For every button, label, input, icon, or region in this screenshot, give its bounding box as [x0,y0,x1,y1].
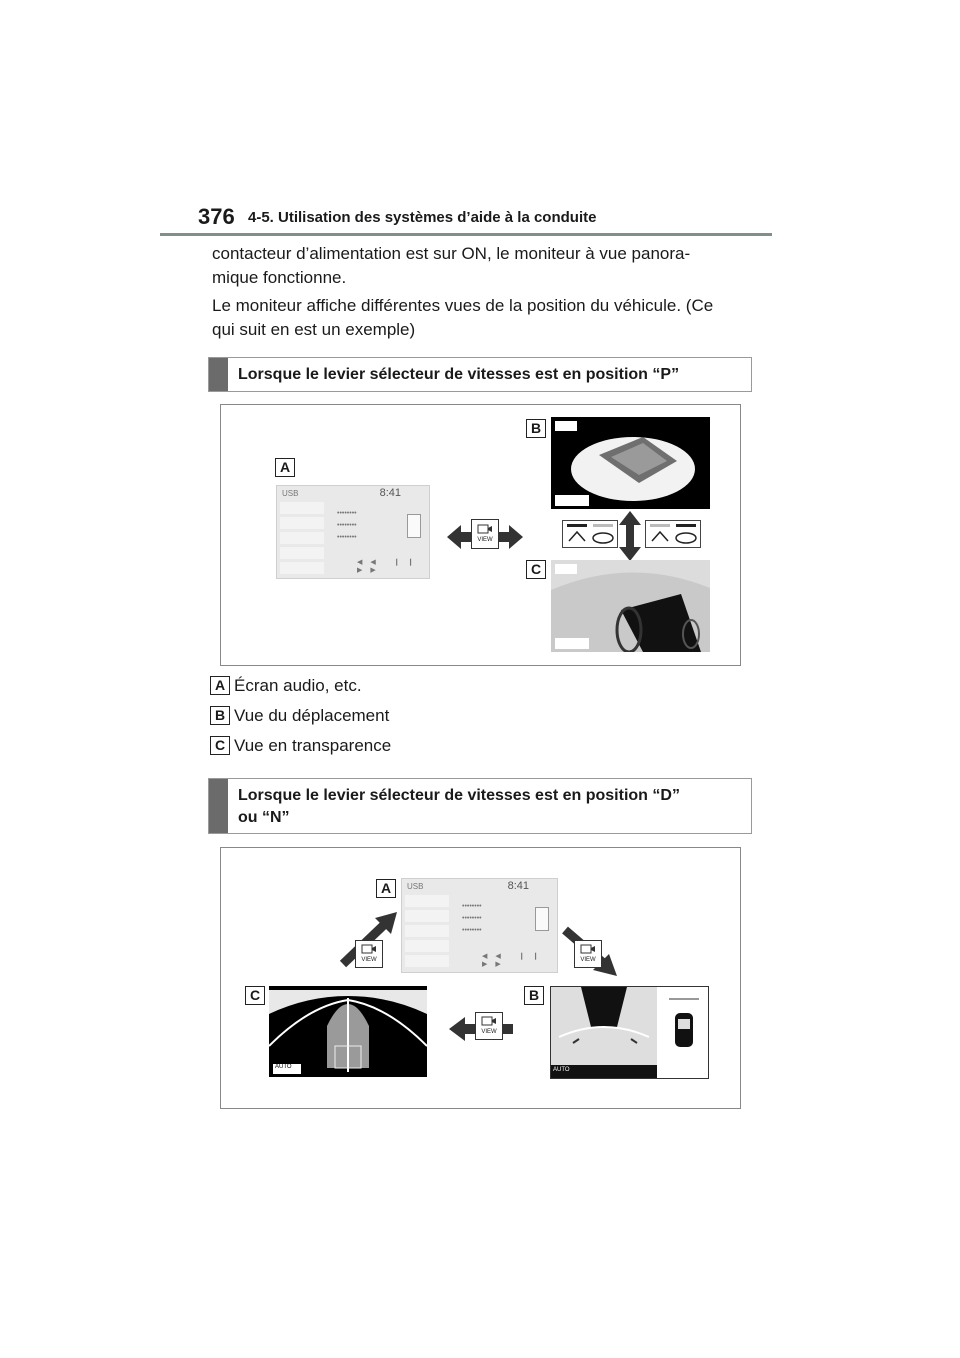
camera-icon [477,523,493,535]
clock-display: 8:41 [507,880,529,892]
figure-dn-position [220,847,741,1109]
view-mode-icon [646,521,700,547]
clock-display: 8:41 [379,487,401,499]
view-button[interactable] [355,940,383,968]
page-number: 376 [198,204,235,229]
vertical-switch-arrow-icon [619,511,641,561]
view-button-label: VIEW [580,957,596,963]
camera-icon [361,943,377,955]
label-b: B [524,986,544,1005]
label-c: C [526,560,546,579]
view-mode-toggle-right[interactable] [645,520,701,548]
audio-screen [401,878,558,973]
playback-controls: ◀◀ ❙❙ ▶▶ [482,953,547,968]
section-title: 4-5. Utilisation des systèmes d’aide à la conduite [248,209,597,226]
playback-controls: ◀◀ ❙❙ ▶▶ [357,559,422,574]
audio-track-info: •••••••• •••••••• •••••••• [462,903,482,934]
view-button-label: VIEW [481,1029,497,1035]
section-header-dn-line-1: Lorsque le levier sélecteur de vitesses est en position “D” [238,787,680,804]
header-rule [160,233,772,236]
see-through-view-image [269,986,427,1077]
legend-text-b: Vue du déplacement [234,706,390,725]
view-button[interactable] [471,519,499,549]
legend-label-c: C [210,736,230,755]
section-header-p-title: Lorsque le levier sélecteur de vitesses est en position “P” [238,366,680,383]
audio-screen [276,485,430,579]
view-button-label: VIEW [477,537,493,543]
intro-paragraph-1 [212,242,752,290]
audio-menu [280,502,324,562]
camera-icon [481,1015,497,1027]
camera-icon [580,943,596,955]
legend-text-c: Vue en transparence [234,736,392,755]
moving-view-screen [551,417,710,509]
audio-track-info: •••••••• •••••••• •••••••• [337,510,357,541]
auto-button-label[interactable]: AUTO [553,1067,570,1073]
legend-label-a: A [210,676,230,695]
usb-label: USB [282,489,299,498]
moving-view-image [551,417,710,509]
label-a: A [275,458,295,477]
view-mode-toggle-left[interactable] [562,520,618,548]
auto-button-label[interactable]: AUTO [275,1064,292,1070]
see-through-view-screen [551,560,710,652]
view-button-label: VIEW [361,957,377,963]
view-button[interactable] [574,940,602,968]
device-icon [535,907,549,931]
intro-line-2: mique fonctionne. [212,268,347,287]
intro-line-4: qui suit en est un exemple) [212,320,416,339]
label-c: C [245,986,265,1005]
device-icon [407,514,421,538]
section-header-dn-line-2: ou “N” [238,809,290,826]
intro-line-1: contacteur d’alimentation est sur ON, le moniteur à vue panora- [212,244,691,263]
legend-text-a: Écran audio, etc. [234,676,362,695]
section-header-dn-title [238,785,739,829]
figure-p-position [220,404,741,666]
moving-view-image [551,987,708,1078]
section-header-bar [209,358,228,391]
legend-label-b: B [210,706,230,725]
section-header-p [208,357,752,392]
usb-label: USB [407,882,424,891]
audio-menu [405,895,449,956]
intro-line-3: Le moniteur affiche différentes vues de la position du véhicule. (Ce [212,296,714,315]
label-b: B [526,419,546,438]
label-a: A [376,879,396,898]
section-header-bar [209,779,228,833]
see-through-view-screen [269,986,427,1077]
view-mode-icon [563,521,617,547]
intro-paragraph-2 [212,294,752,342]
see-through-view-image [551,560,710,652]
section-header-dn [208,778,752,834]
view-button[interactable] [475,1012,503,1040]
moving-view-screen [550,986,709,1079]
